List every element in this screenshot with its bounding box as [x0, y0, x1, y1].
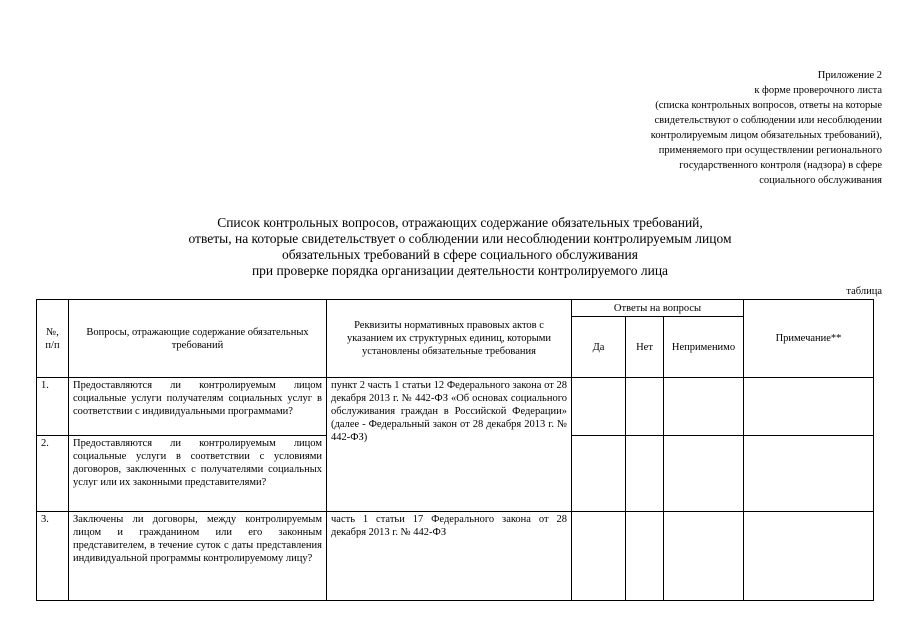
- row-question: Заключены ли договоры, между контролируемым лицом и гражданином или его законным представителем, в течение суток с даты представления индивидуальной программы контролируемому лицу?: [69, 512, 327, 601]
- header-questions: Вопросы, отражающие содержание обязательных требований: [69, 300, 327, 378]
- document-title: [150, 215, 770, 279]
- answer-no-cell[interactable]: [626, 378, 664, 436]
- header-answers: Ответы на вопросы: [572, 300, 744, 317]
- note-cell[interactable]: [744, 436, 874, 512]
- title-line: при проверке порядка организации деятельности контролируемого лица: [251, 263, 669, 278]
- table-label: таблица: [846, 286, 882, 297]
- appendix-line: государственного контроля (надзора) в сфере: [679, 160, 882, 171]
- header-no: Нет: [626, 317, 664, 378]
- answer-no-cell[interactable]: [626, 512, 664, 601]
- appendix-line: свидетельствуют о соблюдении или несоблюдении: [654, 115, 882, 126]
- answer-yes-cell[interactable]: [572, 436, 626, 512]
- answer-yes-cell[interactable]: [572, 378, 626, 436]
- answer-no-cell[interactable]: [626, 436, 664, 512]
- note-cell[interactable]: [744, 512, 874, 601]
- row-requisite: пункт 2 часть 1 статьи 12 Федерального закона от 28 декабря 2013 г. № 442-ФЗ «Об основах социального обслуживания граждан в Российской Федерации» (далее - Федеральный закон от 28 декабря 2013 г. № 442-ФЗ): [327, 378, 572, 512]
- row-num: 3.: [37, 512, 69, 601]
- appendix-line: социального обслуживания: [759, 175, 882, 186]
- title-line: ответы, на которые свидетельствует о соблюдении или несоблюдении контролируемым лицом: [188, 231, 732, 246]
- header-na: Неприменимо: [664, 317, 744, 378]
- title-line: обязательных требований в сфере социального обслуживания: [282, 247, 638, 262]
- answer-na-cell[interactable]: [664, 512, 744, 601]
- appendix-line: контролируемым лицом обязательных требований),: [650, 130, 882, 141]
- answer-na-cell[interactable]: [664, 378, 744, 436]
- appendix-line: применяемого при осуществлении регионального: [658, 145, 882, 156]
- table-row: [37, 378, 874, 436]
- appendix-heading: [562, 68, 882, 188]
- checklist-table: [36, 299, 874, 601]
- header-yes: Да: [572, 317, 626, 378]
- table-row: [37, 512, 874, 601]
- appendix-line: Приложение 2: [817, 70, 882, 81]
- row-requisite: часть 1 статьи 17 Федерального закона от 28 декабря 2013 г. № 442-ФЗ: [327, 512, 572, 601]
- row-num: 1.: [37, 378, 69, 436]
- answer-yes-cell[interactable]: [572, 512, 626, 601]
- header-requisites: Реквизиты нормативных правовых актов с указанием их структурных единиц, которыми установлены обязательные требования: [327, 300, 572, 378]
- header-num: №, п/п: [37, 300, 69, 378]
- header-note: Примечание**: [744, 300, 874, 378]
- note-cell[interactable]: [744, 378, 874, 436]
- row-question: Предоставляются ли контролируемым лицом социальные услуги получателям социальных услуг в соответствии с индивидуальными программами?: [69, 378, 327, 436]
- appendix-line: к форме проверочного листа: [754, 85, 882, 96]
- title-line: Список контрольных вопросов, отражающих содержание обязательных требований,: [217, 215, 703, 230]
- appendix-line: (списка контрольных вопросов, ответы на которые: [655, 100, 882, 111]
- answer-na-cell[interactable]: [664, 436, 744, 512]
- row-question: Предоставляются ли контролируемым лицом социальные услуги в соответствии с условиями договоров, заключенных с получателями социальных услуг или их законными представителями?: [69, 436, 327, 512]
- row-num: 2.: [37, 436, 69, 512]
